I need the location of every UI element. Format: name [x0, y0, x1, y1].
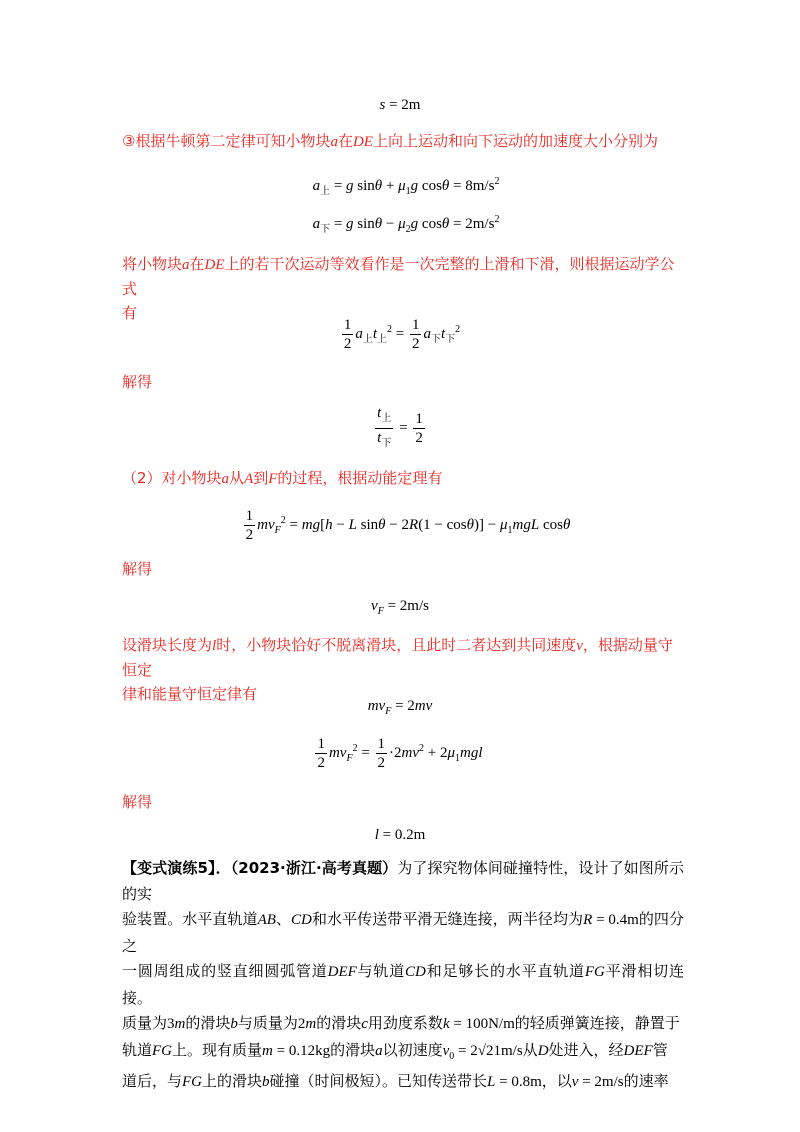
solve-label-2: 解得 [122, 560, 153, 578]
slider-text: 设滑块长度为l时，小物块恰好不脱离滑块，且此时二者达到共同速度v，根据动量守恒定 律和能量守恒定律有 [122, 636, 673, 703]
equation-ratio: $\frac{t_上}{t_下}$ = $\frac{1}{2}$ [377, 405, 423, 449]
equation-energy: $\frac{1}{2}$ $mv_F^2 = mg[h - L$ $\sin\theta - 2R(1 - \cos\theta)] - \mu_1mgL$ cosθ [245, 508, 571, 543]
equation-momentum: $mv_F = 2mv$ [367, 698, 433, 717]
equation-a-down: $a_下 = g$ $\sin\theta - \mu_2g$ $\cos\theta = 2m/s^2$ [312, 214, 500, 235]
problem-label: 【变式演练5】 [122, 859, 216, 877]
equation-kinematics: $\frac{1}{2}$ $a_上t_上^2$ = $\frac{1}{2}$ $a_下t_下^2$ [343, 317, 461, 352]
solve-label-3: 解得 [122, 793, 153, 811]
equation-vF: $v_F = 2m/s$ [371, 598, 429, 617]
step3-text: ③根据牛顿第二定律可知小物块a在DE上向上运动和向下运动的加速度大小分别为 [122, 132, 658, 150]
equiv-text: 将小物块a在DE上的若干次运动等效看作是一次完整的上滑和下滑，则根据运动学公式 有 [122, 255, 675, 322]
equation-a-up: $a_上 = g$ $\sin\theta + \mu_1g$ $\cos\theta = 8m/s^2$ [312, 176, 500, 197]
equation-energy-conservation: $\frac{1}{2}$ $mv_F^2$ = $\frac{1}{2}$ $\cdot 2mv^2 + 2\mu_1mgl$ [317, 736, 483, 771]
part2-text: （2）对小物块a从A到F的过程，根据动能定理有 [122, 469, 443, 487]
equation-s: s = 2m [379, 97, 421, 113]
solve-label-1: 解得 [122, 373, 153, 391]
problem-source: （2023·浙江·高考真题） [230, 859, 398, 877]
equation-l: l = 0.2m [374, 827, 426, 843]
problem-statement: 【变式演练5】．（2023·浙江·高考真题）为了探究物体间碰撞特性，设计了如图所示的实 验装置。水平直轨道AB、CD和水平传送带平滑无缝连接，两半径均为R = 0.4m的四分之 一圆周组成的竖直细圆弧管道DEF与轨道CD和足够长的水平直轨道FG平滑相切连接。 质量为3m的滑块b与质量为2m的滑块c用劲度系数k = 100N/m的轻质弹簧连接，静置于 轨道FG上。现有质量m = 0.12kg的滑块a以初速度$v_0 = 2√21m/s$从D处进入，经DEF管 道后，与FG上的滑块b碰撞（时间极短）。已知传送带长L = 0.8m，以v = 2m/s的速率 [122, 859, 684, 1090]
